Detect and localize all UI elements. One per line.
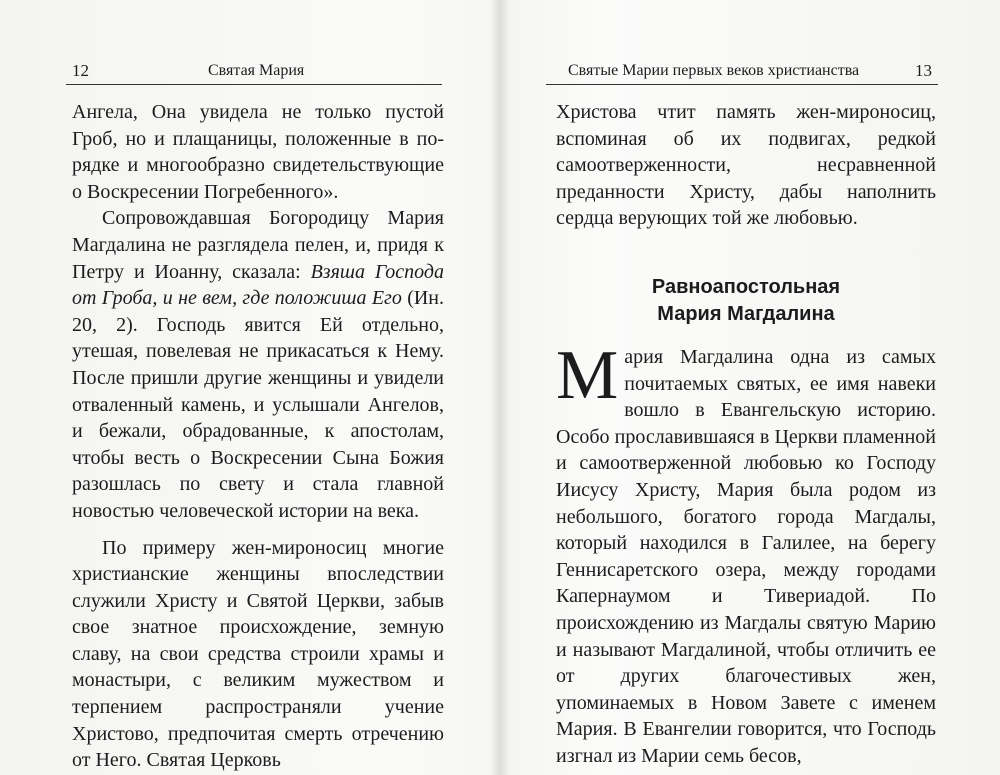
text-line: Ангела, Она увидела не только пустой xyxy=(72,101,444,123)
left-paragraph-1 xyxy=(72,99,444,205)
text-line: о Воскресении Погребенного». xyxy=(72,180,339,203)
para2-start: Сопровождавшая Богородицу Мария Магдалина не разглядела пелен, и, придя к Петру и Иоанну, сказала: xyxy=(72,207,444,283)
left-page-body xyxy=(72,99,444,774)
right-page-header xyxy=(546,58,938,85)
section-title xyxy=(556,274,936,328)
para2-end: (Ин. 20, 2). Господь явится Ей отдельно, утешая, повелевая не прикасаться к Нему. После пришли другие женщины и увидели отваленный камень, и услышали Ангелов, и бежали, обрадованные, к апостолам, чтобы весть о Воскресении Сына Божия разошлась по свету и стала главной новостью человеческой истории на века. xyxy=(72,287,444,522)
section-title-line-2: Мария Магдалина xyxy=(657,302,835,325)
right-paragraph-2 xyxy=(556,336,936,770)
right-page-number: 13 xyxy=(915,61,932,80)
left-page-header xyxy=(66,58,442,85)
drop-cap: М xyxy=(556,336,619,414)
text-line: Гроб, но и плащаницы, положенные в по- xyxy=(72,127,444,150)
left-running-title: Святая Мария xyxy=(208,62,305,79)
para2-text: ария Магдалина одна из самых почитаемых святых, ее имя навеки вошло в Евангельскую историю. Особо прославившаяся в Церкви пламенной и самоотверженной любовью ко Господу Иисусу Христу, Мария была родом из небольшого, богатого города Магдалы, который находился в Галилее, на берегу Геннисаретского озера, между городами Капернаумом и Тивериадой. По происхождению из Магдалы святую Марию и называют Магдалиной, чтобы отличить ее от других благочестивых жен, упоминаемых в Новом Завете с именем Мария. В Евангелии говорится, что Господь изгнал из Марии семь бесов, xyxy=(556,345,936,767)
section-title-line-1: Равноапостольная xyxy=(651,275,841,298)
text-line: рядке и многообразно свидетельствующие xyxy=(72,154,444,177)
right-page-body xyxy=(556,99,936,769)
right-paragraph-1: Христова чтит память жен-мироносиц, вспоминая об их подвигах, редкой самоотверженности, несравненной преданности Христу, дабы наполнить сердца верующих той же любовью. xyxy=(556,101,936,230)
right-running-title: Святые Марии первых веков христианства xyxy=(568,62,860,79)
left-paragraph-3: По примеру жен-мироносиц многие христианские женщины впоследствии служили Христу и Святой Церкви, забыв свое знатное происхождение, земную славу, на свои средства строили храмы и монастыри, с великим мужеством и терпением распространяли учение Христово, предпочитая смерть отречению от Него. Святая Церковь xyxy=(72,536,444,772)
right-page xyxy=(500,0,1000,775)
left-page-number: 12 xyxy=(72,61,89,80)
left-paragraph-2 xyxy=(72,205,444,524)
scripture-quote: Взяша Господа от Гроба, и не вем, где положиша Его xyxy=(72,260,444,310)
